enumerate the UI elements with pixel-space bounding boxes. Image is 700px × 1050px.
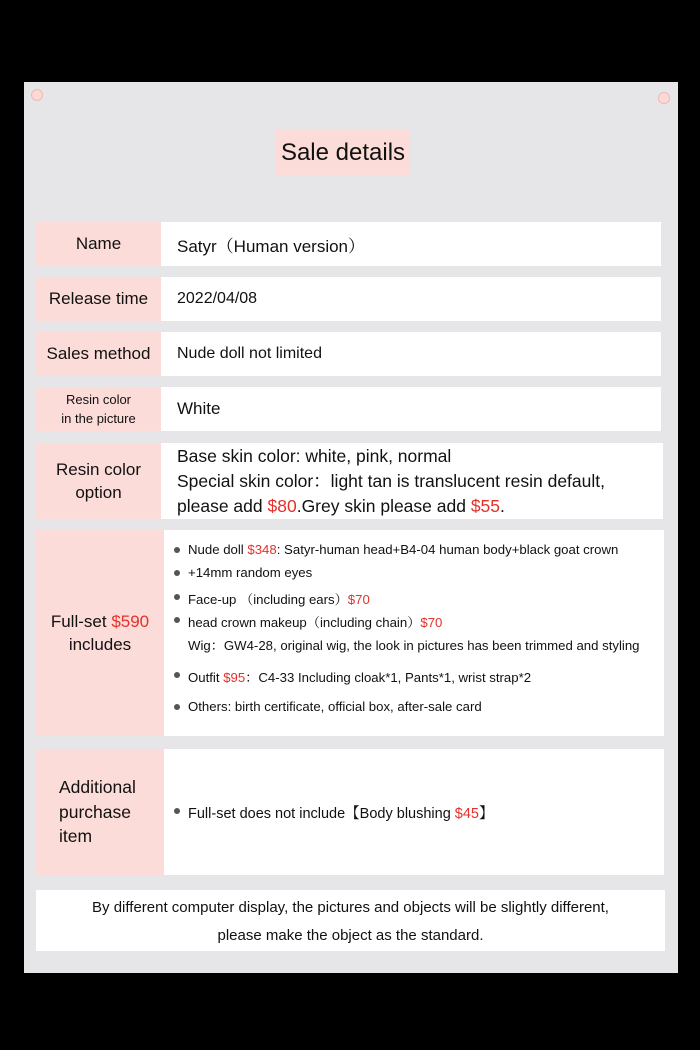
resin-option-line3: [177, 494, 663, 519]
item-text: Others: birth certificate, official box, after-sale card: [188, 699, 482, 714]
item-text: Outfit: [188, 670, 224, 685]
item-text: 】: [479, 805, 494, 822]
additional-label-line3: item: [59, 826, 93, 847]
bullet-icon: [174, 672, 180, 678]
name-value: Satyr（Human version）: [161, 222, 661, 266]
item-text: +14mm random eyes: [188, 565, 313, 580]
resin-color-option-label-line2: option: [75, 483, 122, 502]
bullet-icon: [174, 594, 180, 600]
name-label: Name: [36, 222, 161, 266]
item-price: $70: [420, 615, 443, 630]
resin-option-line1: Base skin color: white, pink, normal: [177, 446, 452, 466]
list-item: [170, 542, 664, 565]
list-item: [170, 565, 664, 589]
resin-color-option-label-line1: Resin color: [55, 460, 142, 479]
list-item: [170, 667, 664, 699]
list-item: [170, 635, 664, 667]
item-price: $45: [454, 805, 479, 822]
item-text: Full-set does not include【Body blushing: [188, 805, 455, 822]
fullset-items: [164, 530, 664, 736]
corner-dot-left: [31, 89, 43, 101]
item-text: : Satyr-human head+B4-04 human body+black goat crown: [276, 542, 619, 557]
fullset-label-text: Full-set: [50, 612, 112, 631]
resin-color-picture-label: [36, 387, 161, 431]
corner-dot-right: [658, 92, 670, 104]
bullet-icon: [174, 808, 180, 814]
additional-purchase-value: [164, 749, 664, 875]
item-text: Wig：GW4-28, original wig, the look in pictures has been trimmed and styling: [188, 638, 640, 653]
sales-method-label: Sales method: [36, 332, 161, 376]
additional-label-line2: purchase: [59, 801, 131, 822]
list-item: [170, 802, 494, 823]
resin-option-line2: Special skin color：light tan is translucent resin default,: [177, 471, 605, 491]
item-price: $348: [247, 542, 277, 557]
release-time-label: Release time: [36, 277, 161, 321]
footer-line2: please make the object as the standard.: [217, 927, 484, 944]
item-text: ：C4-33 Including cloak*1, Pants*1, wrist strap*2: [245, 670, 532, 685]
bullet-icon: [174, 704, 180, 710]
footer-line1: By different computer display, the pictures and objects will be slightly different,: [92, 899, 609, 916]
fullset-label-line2: includes: [68, 635, 132, 654]
list-item: [170, 612, 664, 635]
list-item: [170, 589, 664, 612]
release-time-value: 2022/04/08: [161, 277, 661, 321]
additional-purchase-label: [36, 749, 164, 875]
sales-method-value: Nude doll not limited: [161, 332, 661, 376]
item-price: $70: [347, 592, 370, 607]
bullet-icon: [174, 547, 180, 553]
resin-option-line3-text-c: .: [500, 496, 505, 516]
page-title: Sale details: [276, 130, 410, 175]
item-text: head crown makeup（including chain）: [188, 615, 421, 630]
fullset-label-line1: [51, 610, 149, 633]
resin-color-picture-label-line2: in the picture: [61, 411, 136, 426]
bullet-icon: [174, 570, 180, 576]
item-text: Face-up （including ears）: [188, 592, 348, 607]
list-item: [170, 699, 664, 722]
resin-option-price-grey: $55: [470, 496, 501, 516]
resin-option-line3-text-b: .Grey skin please add: [296, 496, 471, 516]
resin-color-picture-value: White: [161, 387, 661, 431]
resin-color-option-value: [161, 443, 663, 519]
fullset-item-list: [170, 542, 664, 722]
additional-item-list: [170, 802, 494, 823]
fullset-price: $590: [111, 612, 150, 631]
fullset-label: [36, 530, 164, 736]
footer-note: [36, 890, 665, 951]
item-price: $95: [223, 670, 246, 685]
resin-color-picture-label-line1: Resin color: [65, 392, 132, 407]
item-text: Nude doll: [188, 542, 248, 557]
bullet-icon: [174, 617, 180, 623]
resin-option-price-light-tan: $80: [267, 496, 297, 516]
resin-option-line3-text-a: please add: [177, 496, 268, 516]
resin-color-option-label: [36, 443, 161, 519]
additional-label-line1: Additional: [59, 777, 136, 798]
